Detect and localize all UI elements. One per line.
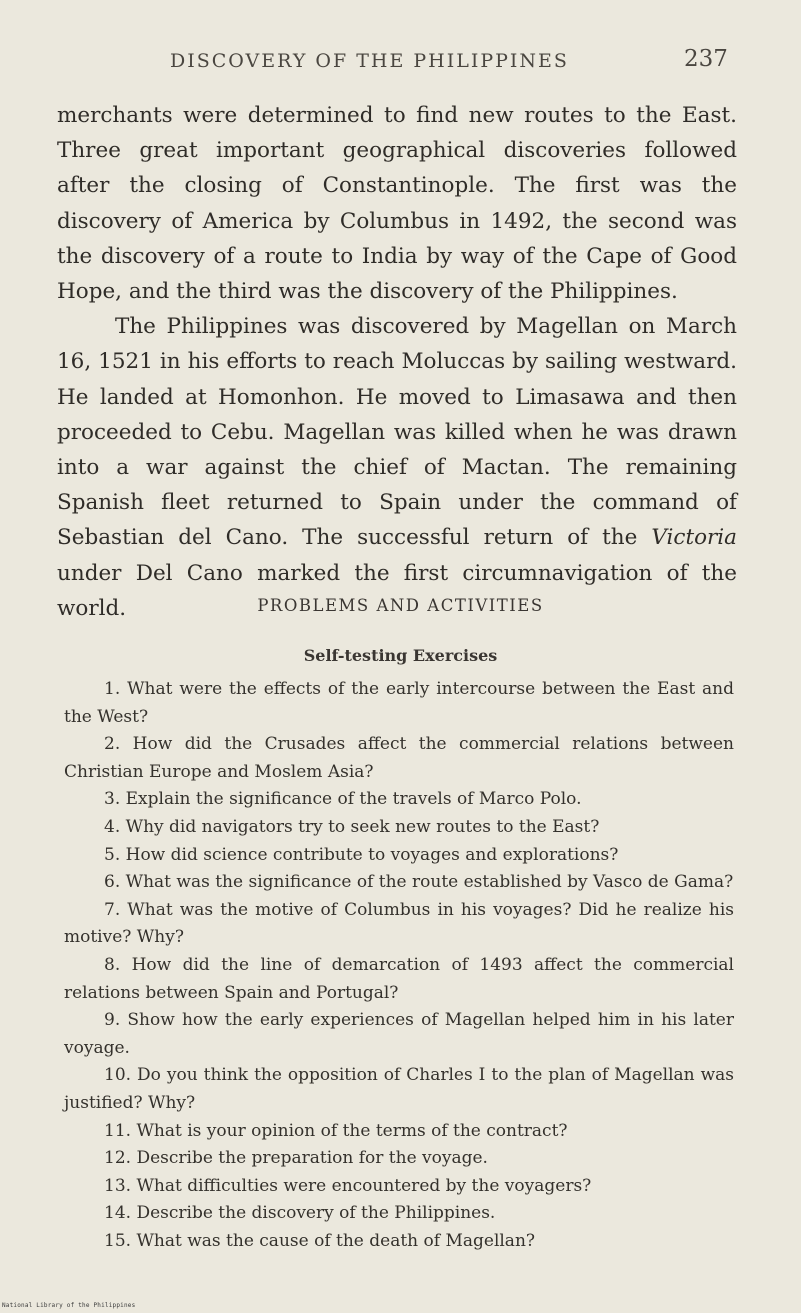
exercise-item: 6. What was the significance of the route established by Vasco de Gama? (104, 872, 734, 893)
exercise-item: 1. What were the effects of the early intercourse between the East and the West? (64, 679, 734, 727)
section-subheading: Self-testing Exercises (303, 646, 498, 665)
ship-name-victoria: Victoria (651, 525, 737, 551)
exercise-item: 9. Show how the early experiences of Magellan helped him in his later voyage. (64, 1010, 734, 1058)
page-number: 237 (684, 46, 728, 72)
exercise-item: 4. Why did navigators try to seek new routes to the East? (104, 816, 600, 837)
exercise-item: 15. What was the cause of the death of Magellan? (104, 1230, 536, 1251)
exercise-item: 5. How did science contribute to voyages and explorations? (104, 844, 619, 865)
paragraph-2-text-a: The Philippines was discovered by Magellan on March 16, 1521 in his efforts to reach Moluccas by sailing westward. He landed at Homonhon. He moved to Limasawa and then proceeded to Cebu. Magellan was killed when he was drawn into a war against the chief of Mactan. The remaining Spanish fleet returned to Spain under the command of Sebastian del Cano. The successful return of the (57, 314, 737, 551)
exercise-item: 13. What difficulties were encountered by the voyagers? (104, 1175, 592, 1196)
exercise-item: 3. Explain the significance of the travels of Marco Polo. (104, 789, 582, 810)
paragraph-2 (57, 309, 737, 626)
section-heading: PROBLEMS AND ACTIVITIES (257, 596, 544, 615)
exercise-item: 7. What was the motive of Columbus in his voyages? Did he realize his motive? Why? (64, 899, 734, 948)
paragraph-2-text-b: under Del Cano marked the first circumnavigation of the world. (57, 560, 737, 621)
exercise-item: 14. Describe the discovery of the Philippines. (104, 1203, 496, 1224)
running-head-title: DISCOVERY OF THE PHILIPPINES (170, 50, 569, 72)
paragraph-1: merchants were determined to find new routes to the East. Three great important geographical discoveries followed after the closing of Constantinople. The first was the discovery of America by Columbus in 1492, the second was the discovery of a route to India by way of the Cape of Good Hope, and the third was the discovery of the Philippines. (57, 103, 737, 305)
exercise-item: 10. Do you think the opposition of Charles I to the plan of Magellan was justified? Why? (64, 1065, 734, 1113)
exercise-item: 2. How did the Crusades affect the commercial relations between Christian Europe and Moslem Asia? (64, 734, 734, 782)
body-text (57, 98, 737, 626)
exercise-item: 12. Describe the preparation for the voyage. (104, 1148, 488, 1169)
source-watermark: National Library of the Philippines (2, 1302, 136, 1309)
exercise-item: 11. What is your opinion of the terms of the contract? (104, 1120, 568, 1141)
exercise-list (64, 676, 734, 1255)
exercise-item: 8. How did the line of demarcation of 1493 affect the commercial relations between Spain and Portugal? (64, 954, 734, 1003)
